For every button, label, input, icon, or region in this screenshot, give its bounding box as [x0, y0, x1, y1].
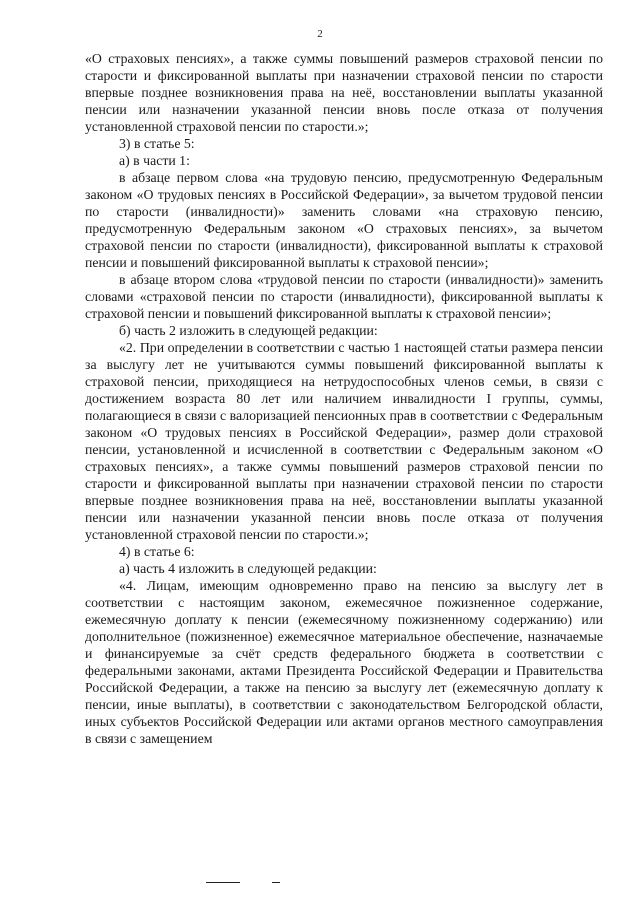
paragraph-item-3: 3) в статье 5:	[119, 136, 195, 151]
paragraph-part-2: «2. При определении в соответствии с частью 1 настоящей статьи размера пенсии за выслугу лет не учитываются суммы повышений фиксированной выплаты к страховой пенсии, приходящиеся на нетрудоспособных членов семьи, в связи с достижением возраста 80 лет или наличием инвалидности I группы, суммы, полагающиеся в связи с валоризацией пенсионных прав в соответствии с Федеральным законом «О трудовых пенсиях в Российской Федерации», размер доли страховой пенсии, установленной и исчисленной в соответствии с Федеральным законом «О страховых пенсиях», а также суммы повышений размеров страховой пенсии по старости и фиксированной выплаты при назначении страховой пенсии по старости впервые позднее возникновения права на неё, восстановлении выплаты указанной пенсии или назначении указанной пенсии вновь после отказа от получения установленной страховой пенсии по старости.»;	[85, 340, 603, 542]
paragraph-second-indent: в абзаце втором слова «трудовой пенсии по старости (инвалидности)» заменить словами «страховой пенсии по старости (инвалидности), фиксированной выплаты к страховой пенсии и повышений фиксированной выплаты к страховой пенсии»;	[85, 272, 603, 321]
page-number: 2	[317, 28, 323, 40]
paragraph-subitem-b: б) часть 2 изложить в следующей редакции:	[119, 323, 378, 338]
paragraph-continuation: «О страховых пенсиях», а также суммы повышений размеров страховой пенсии по старости и фиксированной выплаты при назначении страховой пенсии по старости впервые позднее возникновения права на неё, восстановлении выплаты указанной пенсии или назначении указанной пенсии вновь после отказа от получения установленной страховой пенсии по старости.»;	[85, 51, 603, 134]
paragraph-subitem-a-2: а) часть 4 изложить в следующей редакции:	[119, 561, 377, 576]
paragraph-part-4: «4. Лицам, имеющим одновременно право на пенсию за выслугу лет в соответствии с настоящим законом, ежемесячное пожизненное содержание, ежемесячную доплату к пенсии (ежемесячному пожизненному содержанию) или дополнительное (пожизненное) ежемесячное материальное обеспечение, назначаемые и финансируемые за счёт средств федерального бюджета в соответствии с федеральными законами, актами Президента Российской Федерации и Правительства Российской Федерации, а также на пенсию за выслугу лет (ежемесячную доплату к пенсии, иные выплаты), в соответствии с законодательством Белгородской области, иных субъектов Российской Федерации или актами органов местного самоуправления в связи с замещением	[85, 578, 603, 746]
footer-dash	[272, 882, 280, 883]
document-body	[85, 50, 603, 747]
paragraph-first-indent: в абзаце первом слова «на трудовую пенсию, предусмотренную Федеральным законом «О трудовых пенсиях в Российской Федерации», за вычетом трудовой пенсии по старости (инвалидности)» заменить словами «на страховую пенсию, предусмотренную Федеральным законом «О страховых пенсиях», за вычетом страховой пенсии по старости (инвалидности), фиксированной выплаты к страховой пенсии и повышений фиксированной выплаты к страховой пенсии»;	[85, 170, 603, 270]
paragraph-item-4: 4) в статье 6:	[119, 544, 195, 559]
paragraph-subitem-a: а) в части 1:	[119, 153, 190, 168]
footer-line	[206, 882, 240, 883]
